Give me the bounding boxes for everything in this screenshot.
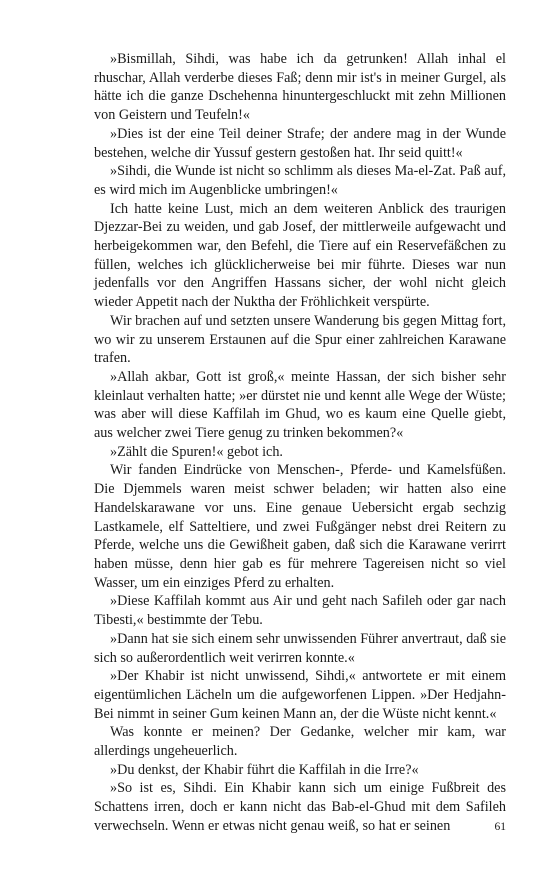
page-number: 61 — [494, 821, 506, 833]
paragraph-12: Was konnte er meinen? Der Gedanke, welcher mir kam, war allerdings ungeheuerlich. — [94, 724, 506, 760]
paragraph-10: »Dann hat sie sich einem sehr unwissenden Führer anvertraut, daß sie sich so außerordentlich weit verirren konnte.« — [94, 630, 506, 666]
paragraph-3: »Sihdi, die Wunde ist nicht so schlimm als dieses Ma-el-Zat. Paß auf, es wird mich im Augenblicke umbringen!« — [94, 163, 506, 198]
paragraph-13: »Du denkst, der Khabir führt die Kaffilah in die Irre?« — [110, 761, 419, 778]
paragraph-6: »Allah akbar, Gott ist groß,« meinte Hassan, der sich bisher sehr kleinlaut verhalten hatte; »er dürstet nie und kennt alle Wege der Wüste; was aber will diese Kaffilah im Ghud, wo es kaum eine Quelle giebt, aus welcher zwei Tiere genug zu trinken bekommen?« — [94, 368, 506, 442]
paragraph-14: »So ist es, Sihdi. Ein Khabir kann sich um einige Fußbreit des Schattens irren, doch er kann nicht das Bab-el-Ghud mit dem Safileh verwechseln. Wenn er etwas nicht genau weiß, so hat er seinen — [94, 780, 506, 834]
paragraph-1: »Bismillah, Sihdi, was habe ich da getrunken! Allah inhal el rhuschar, Allah verderbe dieses Faß; denn mir ist's in meiner Gurgel, als hätte ich die ganze Dschehenna hinuntergeschluckt mit zehn Millionen von Geistern und Teufeln!« — [94, 51, 506, 124]
paragraph-4: Ich hatte keine Lust, mich an dem weiteren Anblick des traurigen Djezzar-Bei zu weiden, und gab Josef, der mittlerweile aufgewacht und herbeigekommen war, den Befehl, die Tiere auf ein Reservefäßchen zu füllen, welches ich glücklicherweise bei mir führte. Dieses war nun jedenfalls vor den Angriffen Hassans sicher, der wohl nicht gleich wieder Appetit nach der Nuktha der Fröhlichkeit verspürte. — [94, 200, 506, 311]
body-text — [94, 50, 506, 836]
paragraph-5: Wir brachen auf und setzten unsere Wanderung bis gegen Mittag fort, wo wir zu unserem Erstaunen auf die Spur einer zahlreichen Karawane trafen. — [94, 312, 506, 367]
paragraph-9: »Diese Kaffilah kommt aus Air und geht nach Safileh oder gar nach Tibesti,« bestimmte der Tebu. — [94, 593, 506, 629]
paragraph-2: »Dies ist der eine Teil deiner Strafe; der andere mag in der Wunde bestehen, welche dir Yussuf gestern gestoßen hat. Ihr seid quitt!« — [94, 125, 506, 161]
paragraph-11: »Der Khabir ist nicht unwissend, Sihdi,« antwortete er mit einem eigentümlichen Lächeln um die aufgeworfenen Lippen. »Der Hedjahn-Bei nimmt in seiner Gum keinen Mann an, der die Wüste nicht kennt.« — [94, 668, 506, 722]
paragraph-8: Wir fanden Eindrücke von Menschen-, Pferde- und Kamelsfüßen. Die Djemmels waren meist schwer beladen; wir hatten also eine Handelskarawane vor uns. Eine genaue Uebersicht ergab sechzig Lastkamele, elf Satteltiere, und zwei Fußgänger nebst drei Reitern zu Pferde, welche uns die Gewißheit gaben, daß sich die Karawane verirrt haben müsse, denn hier gab es für mehrere Tagereisen nicht so viel Wasser, um ein einziges Pferd zu erhalten. — [94, 462, 506, 591]
paragraph-7: »Zählt die Spuren!« gebot ich. — [110, 443, 283, 460]
